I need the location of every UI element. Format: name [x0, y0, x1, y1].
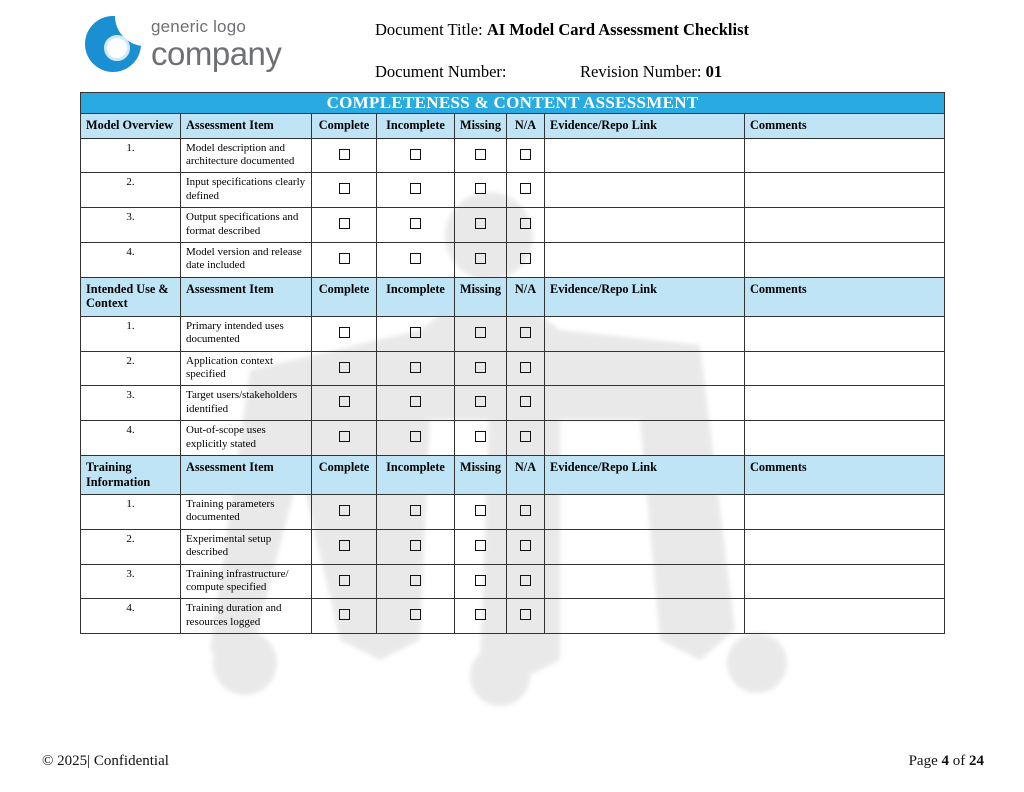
- cell-evidence[interactable]: [545, 138, 745, 173]
- checkbox-missing[interactable]: [455, 173, 507, 208]
- col-na: N/A: [507, 114, 545, 139]
- col-na: N/A: [507, 277, 545, 316]
- checkbox-na[interactable]: [507, 316, 545, 351]
- table-row: [81, 386, 945, 421]
- cell-comments[interactable]: [745, 208, 945, 243]
- row-number: 3.: [81, 386, 181, 421]
- checkbox-na[interactable]: [507, 386, 545, 421]
- col-comments: Comments: [745, 277, 945, 316]
- col-complete: Complete: [312, 456, 377, 495]
- checkbox-na[interactable]: [507, 208, 545, 243]
- col-evidence: Evidence/Repo Link: [545, 114, 745, 139]
- cell-comments[interactable]: [745, 564, 945, 599]
- section-header-intended-use: [81, 277, 945, 316]
- row-item-text: Model description and architecture documented: [181, 138, 312, 173]
- checkbox-complete[interactable]: [312, 316, 377, 351]
- row-item-text: Input specifications clearly defined: [181, 173, 312, 208]
- checkbox-missing[interactable]: [455, 351, 507, 386]
- row-number: 2.: [81, 173, 181, 208]
- cell-comments[interactable]: [745, 173, 945, 208]
- footer-page-number: 4: [941, 753, 949, 769]
- col-missing: Missing: [455, 114, 507, 139]
- row-item-text: Experimental setup described: [181, 529, 312, 564]
- checkbox-incomplete[interactable]: [377, 564, 455, 599]
- table-row: [81, 138, 945, 173]
- cell-evidence[interactable]: [545, 599, 745, 634]
- checkbox-incomplete[interactable]: [377, 242, 455, 277]
- cell-comments[interactable]: [745, 529, 945, 564]
- cell-comments[interactable]: [745, 242, 945, 277]
- cell-comments[interactable]: [745, 138, 945, 173]
- logo-generic-text: generic logo: [151, 17, 247, 36]
- checkbox-incomplete[interactable]: [377, 138, 455, 173]
- table-row: [81, 564, 945, 599]
- checkbox-incomplete[interactable]: [377, 386, 455, 421]
- cell-comments[interactable]: [745, 351, 945, 386]
- col-missing: Missing: [455, 277, 507, 316]
- row-item-text: Primary intended uses documented: [181, 316, 312, 351]
- checkbox-complete[interactable]: [312, 138, 377, 173]
- col-incomplete: Incomplete: [377, 456, 455, 495]
- cell-evidence[interactable]: [545, 495, 745, 530]
- checkbox-missing[interactable]: [455, 208, 507, 243]
- section-title: Model Overview: [81, 114, 181, 139]
- col-evidence: Evidence/Repo Link: [545, 277, 745, 316]
- footer-copyright: © 2025|: [42, 753, 91, 769]
- checkbox-complete[interactable]: [312, 208, 377, 243]
- cell-comments[interactable]: [745, 599, 945, 634]
- checkbox-incomplete[interactable]: [377, 529, 455, 564]
- checkbox-na[interactable]: [507, 564, 545, 599]
- cell-evidence[interactable]: [545, 316, 745, 351]
- checklist-table-wrapper: [80, 92, 944, 634]
- cell-comments[interactable]: [745, 316, 945, 351]
- row-item-text: Training infrastructure/ compute specified: [181, 564, 312, 599]
- revision-value: 01: [705, 62, 723, 81]
- revision-label: Revision Number:: [580, 62, 702, 81]
- checkbox-complete[interactable]: [312, 529, 377, 564]
- checkbox-complete[interactable]: [312, 386, 377, 421]
- cell-evidence[interactable]: [545, 564, 745, 599]
- col-complete: Complete: [312, 277, 377, 316]
- checkbox-complete[interactable]: [312, 351, 377, 386]
- row-item-text: Application context specified: [181, 351, 312, 386]
- row-number: 4.: [81, 242, 181, 277]
- checkbox-missing[interactable]: [455, 421, 507, 456]
- checkbox-missing[interactable]: [455, 599, 507, 634]
- table-banner-row: [81, 93, 945, 114]
- section-title: Training Information: [81, 456, 181, 495]
- checkbox-na[interactable]: [507, 421, 545, 456]
- cell-evidence[interactable]: [545, 208, 745, 243]
- checkbox-complete[interactable]: [312, 242, 377, 277]
- row-number: 3.: [81, 564, 181, 599]
- checkbox-incomplete[interactable]: [377, 599, 455, 634]
- cell-evidence[interactable]: [545, 242, 745, 277]
- row-item-text: Target users/stakeholders identified: [181, 386, 312, 421]
- checkbox-na[interactable]: [507, 242, 545, 277]
- col-evidence: Evidence/Repo Link: [545, 456, 745, 495]
- checkbox-incomplete[interactable]: [377, 316, 455, 351]
- checkbox-missing[interactable]: [455, 529, 507, 564]
- checkbox-missing[interactable]: [455, 316, 507, 351]
- checkbox-missing[interactable]: [455, 495, 507, 530]
- checkbox-complete[interactable]: [312, 173, 377, 208]
- checkbox-na[interactable]: [507, 173, 545, 208]
- section-header-model-overview: [81, 114, 945, 139]
- row-number: 2.: [81, 351, 181, 386]
- document-footer: [0, 753, 1024, 770]
- col-incomplete: Incomplete: [377, 277, 455, 316]
- section-title: Intended Use & Context: [81, 277, 181, 316]
- table-row: [81, 208, 945, 243]
- logo-circle-icon: [85, 16, 141, 72]
- logo-company-text: company: [151, 35, 282, 72]
- footer-page-prefix: Page: [908, 753, 938, 769]
- checkbox-na[interactable]: [507, 599, 545, 634]
- table-row: [81, 173, 945, 208]
- row-number: 1.: [81, 138, 181, 173]
- checkbox-na[interactable]: [507, 351, 545, 386]
- col-missing: Missing: [455, 456, 507, 495]
- col-assessment-item: Assessment Item: [181, 277, 312, 316]
- checkbox-complete[interactable]: [312, 421, 377, 456]
- checkbox-complete[interactable]: [312, 564, 377, 599]
- col-incomplete: Incomplete: [377, 114, 455, 139]
- checkbox-incomplete[interactable]: [377, 173, 455, 208]
- col-assessment-item: Assessment Item: [181, 114, 312, 139]
- col-na: N/A: [507, 456, 545, 495]
- checkbox-incomplete[interactable]: [377, 351, 455, 386]
- checkbox-na[interactable]: [507, 138, 545, 173]
- row-item-text: Output specifications and format described: [181, 208, 312, 243]
- table-row: [81, 529, 945, 564]
- checkbox-missing[interactable]: [455, 564, 507, 599]
- checkbox-complete[interactable]: [312, 495, 377, 530]
- section-header-training-information: [81, 456, 945, 495]
- doc-number-label: Document Number:: [375, 62, 507, 81]
- document-header: [0, 0, 1024, 86]
- cell-comments[interactable]: [745, 495, 945, 530]
- table-row: [81, 316, 945, 351]
- checkbox-incomplete[interactable]: [377, 495, 455, 530]
- col-assessment-item: Assessment Item: [181, 456, 312, 495]
- cell-evidence[interactable]: [545, 529, 745, 564]
- row-item-text: Model version and release date included: [181, 242, 312, 277]
- checkbox-incomplete[interactable]: [377, 421, 455, 456]
- table-row: [81, 599, 945, 634]
- row-item-text: Training parameters documented: [181, 495, 312, 530]
- row-number: 1.: [81, 316, 181, 351]
- row-number: 4.: [81, 421, 181, 456]
- footer-confidential: Confidential: [93, 753, 169, 769]
- cell-evidence[interactable]: [545, 421, 745, 456]
- checkbox-na[interactable]: [507, 529, 545, 564]
- checkbox-missing[interactable]: [455, 386, 507, 421]
- col-comments: Comments: [745, 456, 945, 495]
- table-banner-title: COMPLETENESS & CONTENT ASSESSMENT: [81, 93, 945, 114]
- cell-comments[interactable]: [745, 421, 945, 456]
- doc-title-value: AI Model Card Assessment Checklist: [486, 20, 750, 39]
- row-item-text: Training duration and resources logged: [181, 599, 312, 634]
- document-meta: [365, 10, 984, 82]
- checkbox-complete[interactable]: [312, 599, 377, 634]
- footer-page-of: of: [952, 753, 966, 769]
- company-logo: [85, 10, 365, 72]
- row-number: 4.: [81, 599, 181, 634]
- checklist-table: [80, 92, 945, 634]
- row-item-text: Out-of-scope uses explicitly stated: [181, 421, 312, 456]
- cell-evidence[interactable]: [545, 173, 745, 208]
- checkbox-missing[interactable]: [455, 138, 507, 173]
- table-row: [81, 242, 945, 277]
- cell-comments[interactable]: [745, 386, 945, 421]
- cell-evidence[interactable]: [545, 386, 745, 421]
- checkbox-incomplete[interactable]: [377, 208, 455, 243]
- checkbox-na[interactable]: [507, 495, 545, 530]
- table-row: [81, 495, 945, 530]
- col-complete: Complete: [312, 114, 377, 139]
- cell-evidence[interactable]: [545, 351, 745, 386]
- table-row: [81, 421, 945, 456]
- row-number: 3.: [81, 208, 181, 243]
- row-number: 1.: [81, 495, 181, 530]
- doc-title-label: Document Title:: [375, 20, 483, 39]
- row-number: 2.: [81, 529, 181, 564]
- col-comments: Comments: [745, 114, 945, 139]
- footer-page-info: [909, 753, 984, 770]
- checkbox-missing[interactable]: [455, 242, 507, 277]
- footer-page-total: 24: [969, 753, 984, 769]
- table-row: [81, 351, 945, 386]
